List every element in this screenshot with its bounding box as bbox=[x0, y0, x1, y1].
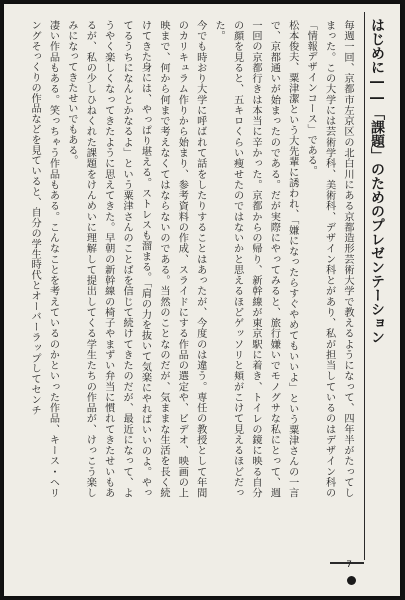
chapter-title: はじめに――「課題」のためのプレゼンテーション bbox=[369, 18, 385, 344]
page-number: 7 bbox=[346, 560, 352, 570]
body-text bbox=[29, 20, 356, 498]
folio-dot-icon bbox=[347, 576, 356, 585]
paragraph: 松本俊夫、粟津潔という大先輩に誘われ、「嫌になったらすぐやめてもいいよ」という粟津さんの一言で、京都通いが始まったのである。だが実際にやってみると、旅行嫌いでモノグサな私にとって、週一回の京都行きは本当に辛かった。京都からの帰り、新幹線が東京駅に着き、トイレの鏡に映る自分の顔を見ると、五キロくらい痩せたのではないかと思えるほどゲッソリと頬がこけて見えるほどだった。 bbox=[213, 20, 298, 498]
paragraph: 毎週一回、京都市左京区の北白川にある京都造形芸術大学で教えるようになって、四年半がたってしまった。この大学には芸術学科、美術科、デザイン科とがあり、私が担当しているのはデザイン科の「情報デザインコース」である。 bbox=[305, 20, 353, 498]
paragraph: 凄い作品もある。笑っちゃう作品もある。こんなことを考えているのかといった作品、キース・ヘリングそっくりの作品などを見ていると、自分の学生時代とオーバーラップしてセンチ bbox=[29, 20, 59, 498]
book-page bbox=[4, 4, 400, 596]
paragraph: 今でも時おり大学に呼ばれて話をしたりすることはあったが、今度のは違う。専任の教授として年間のカリキュラム作りから始まり、参考資料の作成、スライドにする作品の選定や、ビデオ、映画の上映まで、何から何まで考えなくてはならないのである。当然のことなのだが、気ままな生活を長く続けてきた身には、やっぱり堪える。ストレスも溜まる。「肩の力を抜いて気楽にやればいいのよ。やってるうちになんとかなるよ」という粟津さんのことばを信じて続けてきたのだが、最近になって、ようやく楽しくなってきたように思えてきた。早朝の新幹線の椅子やまずい弁当に慣れてきたせいもあるが、私の少しひねくれた課題をけんめいに理解して提出してくる学生たちの作品が、けっこう楽しみになってきたせいでもある。 bbox=[65, 20, 206, 498]
title-rule bbox=[364, 12, 366, 560]
